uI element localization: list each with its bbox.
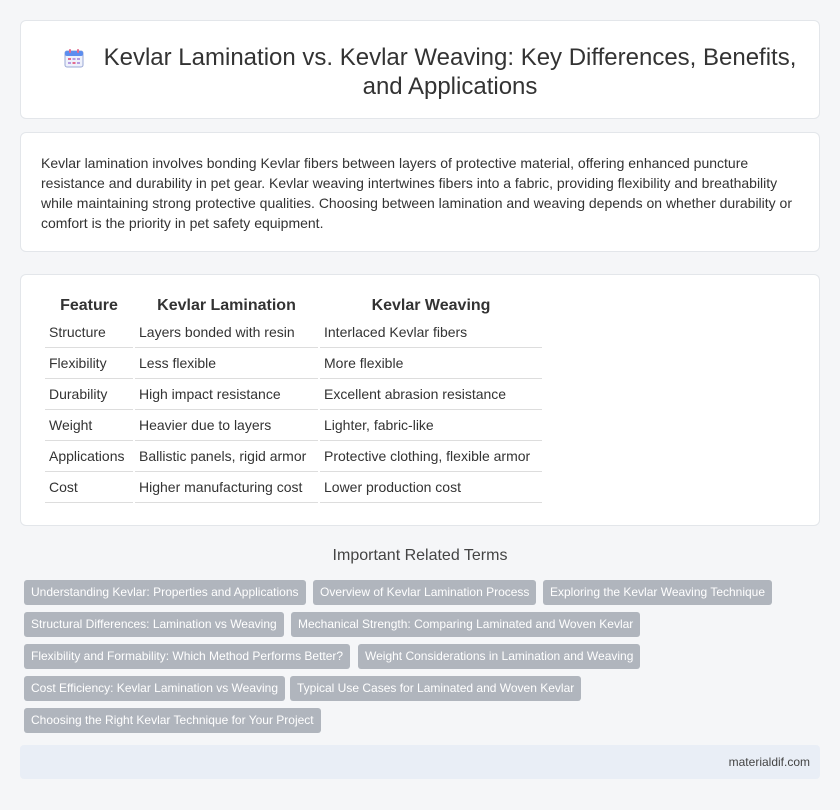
related-term-tag[interactable]: Structural Differences: Lamination vs Weaving <box>24 612 284 637</box>
table-cell: Less flexible <box>135 348 318 379</box>
table-cell: Layers bonded with resin <box>135 317 318 348</box>
related-term-tag[interactable]: Exploring the Kevlar Weaving Technique <box>543 580 772 605</box>
table-cell: Protective clothing, flexible armor <box>320 441 542 472</box>
related-term-tag[interactable]: Cost Efficiency: Kevlar Lamination vs Weaving <box>24 676 285 701</box>
related-term-tag[interactable]: Choosing the Right Kevlar Technique for Your Project <box>24 708 321 733</box>
table-cell: Flexibility <box>45 348 133 379</box>
table-cell: High impact resistance <box>135 379 318 410</box>
table-cell: Heavier due to layers <box>135 410 318 441</box>
table-cell: Cost <box>45 472 133 503</box>
table-row <box>45 379 542 410</box>
table-cell: Applications <box>45 441 133 472</box>
related-term-tag[interactable]: Overview of Kevlar Lamination Process <box>313 580 536 605</box>
table-cell: Interlaced Kevlar fibers <box>320 317 542 348</box>
header-card <box>20 20 820 119</box>
calendar-icon <box>63 47 85 69</box>
table-cell: Lower production cost <box>320 472 542 503</box>
table-header-row <box>45 293 542 317</box>
table-row <box>45 472 542 503</box>
table-cell: Ballistic panels, rigid armor <box>135 441 318 472</box>
column-header: Feature <box>60 297 118 314</box>
footer <box>20 745 820 779</box>
table-cell: More flexible <box>320 348 542 379</box>
related-term-tag[interactable]: Typical Use Cases for Laminated and Woven Kevlar <box>290 676 581 701</box>
footer-site-link[interactable]: materialdif.com <box>728 755 810 769</box>
related-term-tag[interactable]: Mechanical Strength: Comparing Laminated and Woven Kevlar <box>291 612 640 637</box>
table-cell: Structure <box>45 317 133 348</box>
related-terms-title: Important Related Terms <box>332 547 508 564</box>
column-header: Kevlar Weaving <box>371 297 491 314</box>
table-row <box>45 348 542 379</box>
table-cell: Excellent abrasion resistance <box>320 379 542 410</box>
table-cell: Weight <box>45 410 133 441</box>
table-row <box>45 410 542 441</box>
related-term-tag[interactable]: Understanding Kevlar: Properties and Applications <box>24 580 306 605</box>
intro-card <box>20 132 820 252</box>
related-term-tag[interactable]: Flexibility and Formability: Which Method Performs Better? <box>24 644 350 669</box>
table-cell: Durability <box>45 379 133 410</box>
table-row <box>45 441 542 472</box>
intro-text: Kevlar lamination involves bonding Kevlar fibers between layers of protective material, offering enhanced puncture resistance and durability in pet gear. Kevlar weaving intertwines fibers into a fabric, providing flexibility and breathability while maintaining strong protective qualities. Choosing between lamination and weaving depends on whether durability or comfort is the priority in pet safety equipment. <box>41 155 793 231</box>
comparison-table-card <box>20 274 820 526</box>
table-cell: Higher manufacturing cost <box>135 472 318 503</box>
related-term-tag[interactable]: Weight Considerations in Lamination and Weaving <box>358 644 640 669</box>
column-header: Kevlar Lamination <box>157 297 296 314</box>
table-row <box>45 317 542 348</box>
table-cell: Lighter, fabric-like <box>320 410 542 441</box>
page-title: Kevlar Lamination vs. Kevlar Weaving: Key Differences, Benefits, and Applications <box>103 44 797 100</box>
comparison-table <box>43 293 544 503</box>
